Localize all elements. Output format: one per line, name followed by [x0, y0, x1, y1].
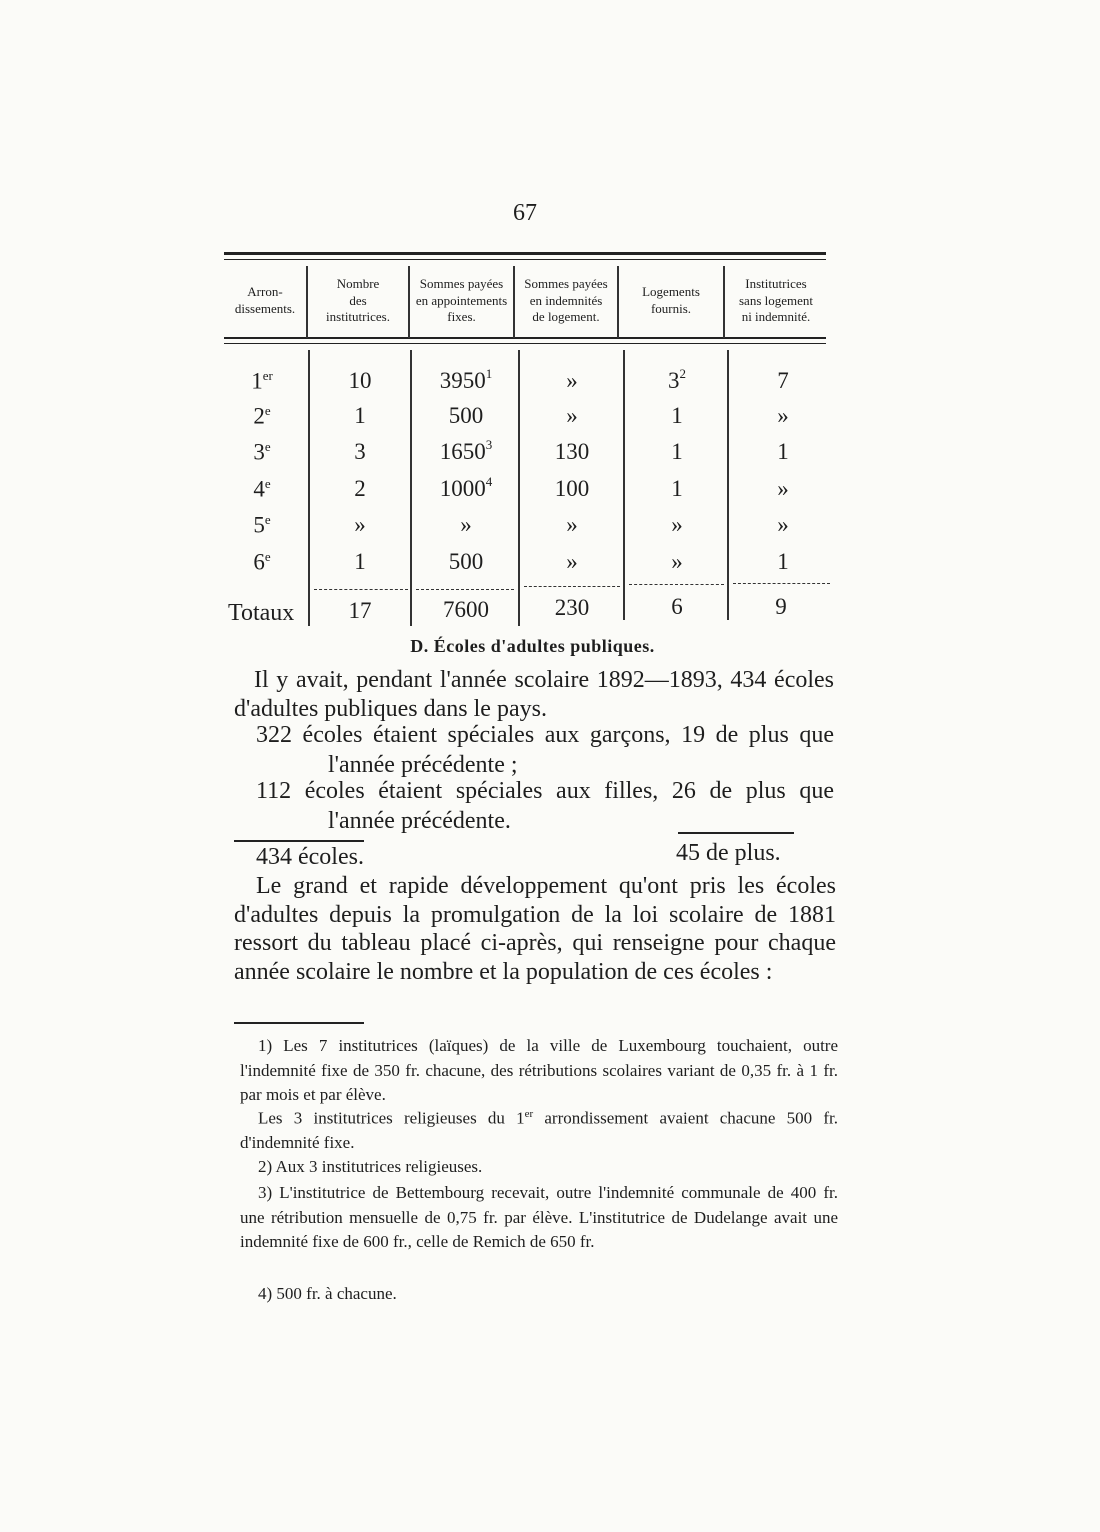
footnote-1b: Les 3 institutrices religieuses du 1er arrondissement avaient chacune 500 fr. d'indemnité fixe.	[240, 1108, 838, 1153]
cell-nombre	[312, 512, 408, 538]
row-label-number: 4	[253, 476, 265, 502]
header-indemnites: Sommes payées en indemnités de logement.	[524, 275, 608, 325]
sum-right: 45 de plus.	[676, 840, 781, 866]
cell-value: 1	[777, 549, 789, 574]
total-indemnites: 230	[554, 595, 590, 620]
cell-indemnites	[522, 368, 622, 394]
cell-value: »	[777, 403, 789, 428]
sum-line	[416, 589, 514, 591]
body-divider	[308, 350, 310, 626]
footnote-ref: 1	[485, 366, 493, 381]
row-label-cell	[222, 549, 302, 576]
body-divider	[727, 350, 729, 620]
cell-nombre	[312, 368, 408, 394]
row-label-cell	[222, 403, 302, 430]
row-label-number: 1	[251, 368, 263, 394]
cell-value: 100	[554, 476, 590, 501]
cell-sans-logement	[733, 549, 833, 575]
row-label-suffix: e	[264, 549, 271, 564]
cell-value: »	[671, 549, 683, 574]
cell-value: 1	[354, 403, 366, 428]
row-label-suffix: e	[264, 403, 271, 418]
body-divider	[518, 350, 520, 626]
total-sans-logement: 9	[775, 594, 787, 619]
cell-value: »	[460, 512, 472, 537]
row-label-number: 3	[253, 439, 265, 465]
cell-value: »	[566, 403, 578, 428]
cell-value: 500	[448, 549, 484, 574]
footnote-1: 1) Les 7 institutrices (laïques) de la ville de Luxembourg touchaient, outre l'indemnité fixe de 350 fr. chacune, des rétributions scolaires variant de 0,35 fr. à 1 fr. par mois et par élève.	[240, 1036, 838, 1104]
row-label-cell	[222, 368, 302, 395]
footnote-3: 3) L'institutrice de Bettembourg recevait, outre l'indemnité communale de 400 fr. une rétribution mensuelle de 0,75 fr. par élève. L'institutrice de Dudelange avait une indemnité fixe de 600 fr., celle de Remich de 650 fr.	[240, 1183, 838, 1251]
table-top-rule-thin	[224, 259, 826, 260]
cell-value: 1650	[439, 439, 486, 464]
row-label-number: 5	[253, 512, 265, 538]
sum-line	[524, 586, 620, 588]
cell-appointements	[414, 403, 518, 429]
cell-logements	[627, 476, 727, 502]
footnote-ref: 3	[485, 437, 493, 452]
page-number: 67	[513, 200, 537, 226]
footnote-4: 4) 500 fr. à chacune.	[258, 1284, 397, 1303]
cell-value: 7	[777, 368, 789, 393]
cell-indemnites	[522, 476, 622, 502]
cell-indemnites	[522, 512, 622, 538]
header-bottom-rule-thin	[224, 343, 826, 344]
cell-appointements	[414, 512, 518, 538]
total-appointements: 7600	[443, 597, 489, 622]
header-sans-logement: Institutrices sans logement ni indemnité.	[738, 275, 813, 325]
cell-value: »	[566, 512, 578, 537]
row-label-number: 2	[253, 403, 265, 429]
cell-sans-logement	[733, 476, 833, 502]
header-logements: Logements fournis.	[642, 284, 700, 316]
cell-value: »	[671, 512, 683, 537]
sum-rule-right	[678, 832, 794, 834]
cell-value: 10	[348, 368, 372, 393]
cell-logements	[627, 549, 727, 575]
row-label-cell	[222, 439, 302, 466]
footnote-2: 2) Aux 3 institutrices religieuses.	[258, 1157, 483, 1176]
cell-sans-logement	[733, 368, 833, 394]
total-logements: 6	[671, 594, 683, 619]
cell-indemnites	[522, 439, 622, 465]
cell-logements	[627, 368, 727, 394]
main-paragraph: Le grand et rapide développement qu'ont pris les écoles d'adultes depuis la promulgation de la loi scolaire de 1881 ressort du tableau placé ci-après, qui renseigne pour chaque année scolaire le nombre et la population de ces écoles :	[234, 873, 836, 985]
totals-label: Totaux	[228, 600, 295, 626]
cell-value: 500	[448, 403, 484, 428]
cell-value: »	[777, 476, 789, 501]
cell-indemnites	[522, 549, 622, 575]
row-label-number: 6	[253, 549, 265, 575]
header-arrondissements: Arron- dissements.	[234, 284, 296, 316]
row-label-cell	[222, 512, 302, 539]
header-nombre: Nombre des institutrices.	[326, 275, 390, 325]
total-nombre: 17	[348, 598, 372, 623]
cell-value: 1	[777, 439, 789, 464]
body-divider	[623, 350, 625, 620]
cell-logements	[627, 439, 727, 465]
row-label-cell	[222, 476, 302, 503]
cell-appointements	[414, 439, 518, 465]
cell-sans-logement	[733, 403, 833, 429]
sum-left: 434 écoles.	[256, 844, 364, 870]
item-girls-line2: l'année précédente.	[328, 808, 511, 834]
cell-value: »	[566, 368, 578, 393]
cell-logements	[627, 512, 727, 538]
item-boys-line1: 322 écoles étaient spéciales aux garçons, 19 de plus que	[256, 722, 834, 748]
cell-value: 1	[354, 549, 366, 574]
footnote-rule	[234, 1022, 364, 1024]
row-label-suffix: e	[264, 476, 271, 491]
cell-nombre	[312, 403, 408, 429]
row-label-suffix: e	[264, 512, 271, 527]
row-label-suffix: er	[262, 368, 273, 383]
item-boys-line2: l'année précédente ;	[328, 752, 518, 778]
sum-line	[733, 583, 830, 585]
cell-value: 1	[671, 439, 683, 464]
cell-sans-logement	[733, 439, 833, 465]
cell-appointements	[414, 368, 518, 394]
cell-value: »	[354, 512, 366, 537]
footnote-ref: 2	[679, 366, 686, 381]
cell-value: 2	[354, 476, 366, 501]
sum-line	[314, 589, 408, 591]
intro-paragraph: Il y avait, pendant l'année scolaire 1892—1893, 434 écoles d'adultes publiques dans le pays.	[234, 667, 834, 722]
cell-value: 130	[554, 439, 590, 464]
cell-value: 1	[671, 403, 683, 428]
cell-nombre	[312, 439, 408, 465]
cell-value: »	[566, 549, 578, 574]
cell-nombre	[312, 476, 408, 502]
header-bottom-rule	[224, 337, 826, 339]
cell-appointements	[414, 549, 518, 575]
cell-value: »	[777, 512, 789, 537]
section-title: D. Écoles d'adultes publiques.	[410, 636, 655, 656]
cell-appointements	[414, 476, 518, 502]
header-appointements: Sommes payées en appointements fixes.	[415, 275, 508, 325]
cell-value: 3	[668, 368, 680, 393]
cell-indemnites	[522, 403, 622, 429]
table-top-rule	[224, 252, 826, 255]
item-girls-line1: 112 écoles étaient spéciales aux filles, 26 de plus que	[256, 778, 834, 804]
cell-value: 3	[354, 439, 366, 464]
body-divider	[410, 350, 412, 626]
cell-value: 1000	[439, 476, 486, 501]
row-label-suffix: e	[264, 439, 271, 454]
cell-value: 1	[671, 476, 683, 501]
cell-value: 3950	[439, 368, 486, 393]
cell-nombre	[312, 549, 408, 575]
sum-line	[629, 584, 724, 586]
cell-logements	[627, 403, 727, 429]
cell-sans-logement	[733, 512, 833, 538]
sum-rule-left	[234, 840, 364, 842]
footnote-ref: 4	[485, 474, 493, 489]
